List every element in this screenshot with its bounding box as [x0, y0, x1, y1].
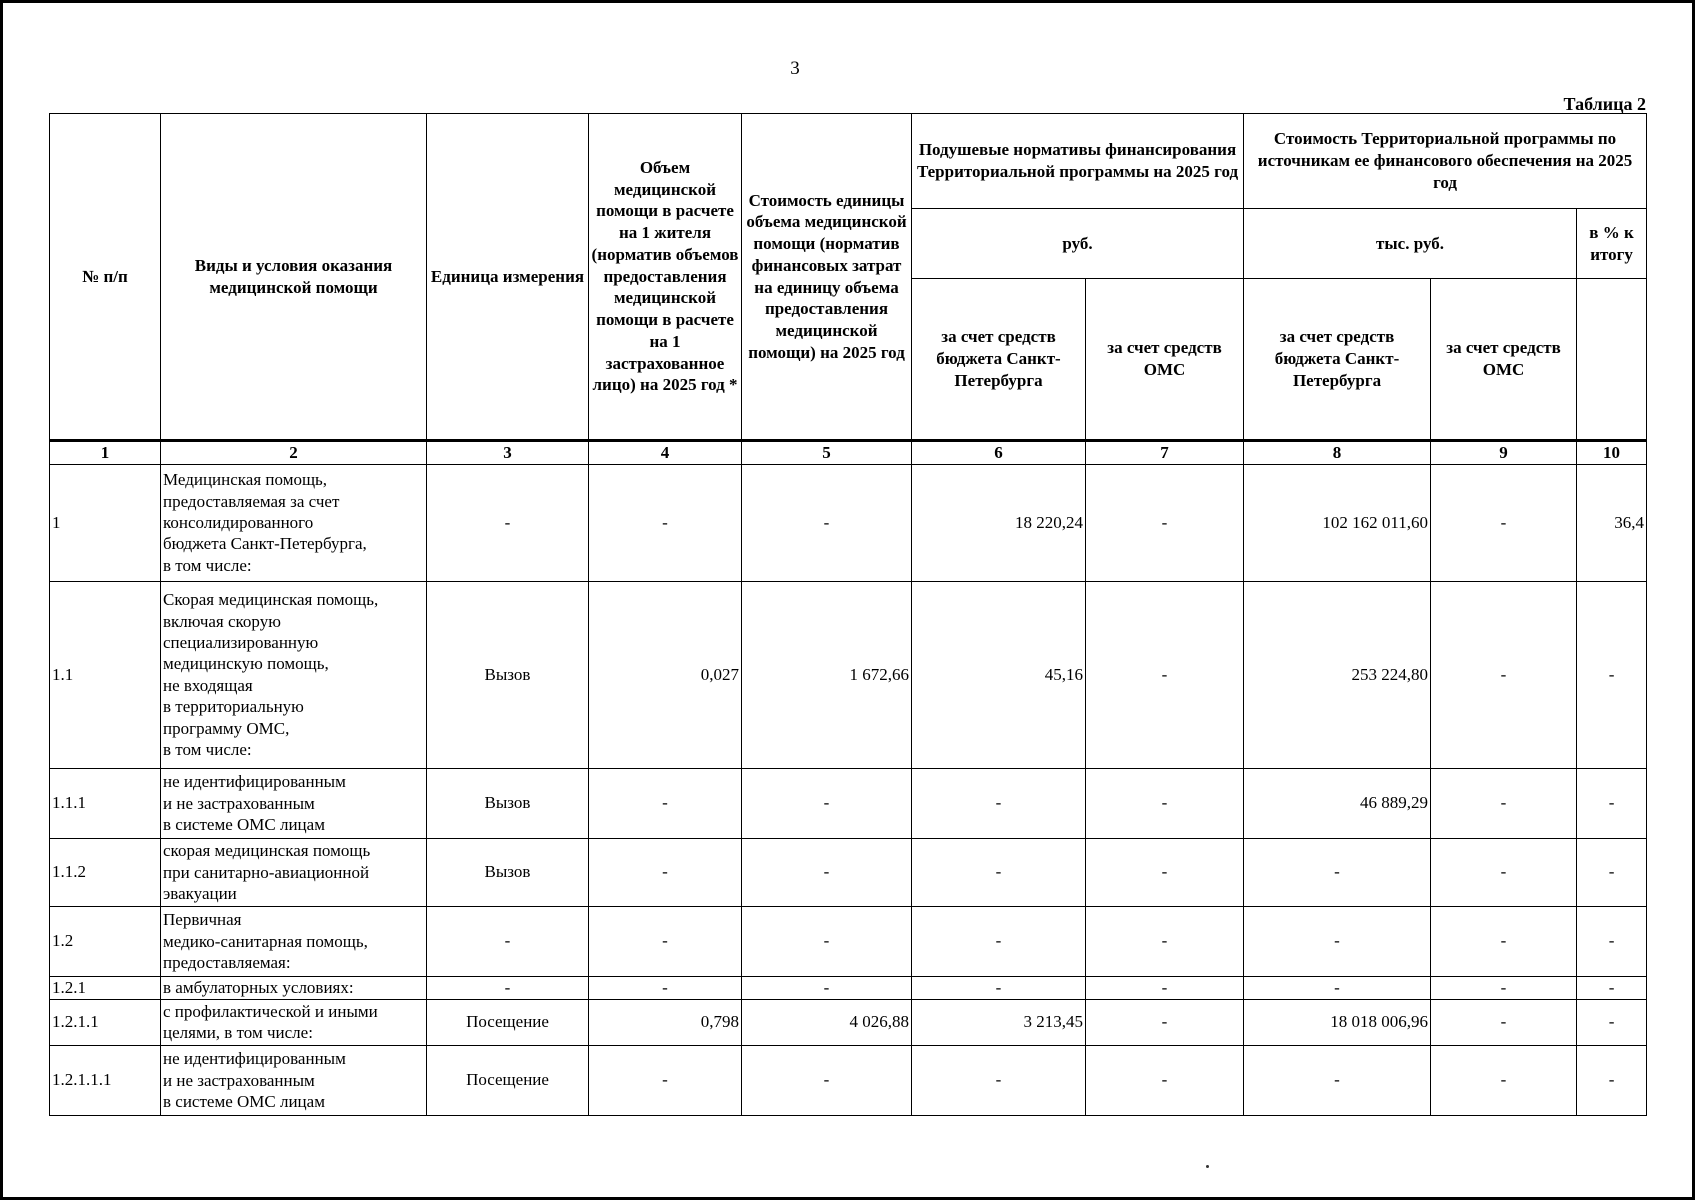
column-number: 9 — [1431, 441, 1577, 465]
header-percent: в % к итогу — [1577, 209, 1647, 279]
row-oms-thous: - — [1431, 906, 1577, 976]
row-oms-thous: - — [1431, 581, 1577, 768]
row-cost: - — [742, 768, 912, 838]
header-oms-7: за счет средств ОМС — [1086, 279, 1244, 441]
row-budget-spb-rub: 45,16 — [912, 581, 1086, 768]
row-description: в амбулаторных условиях: — [161, 976, 427, 999]
row-budget-spb-thous: 102 162 011,60 — [1244, 464, 1431, 581]
row-description: Первичная медико-санитарная помощь, предоставляемая: — [161, 906, 427, 976]
row-budget-spb-thous: 253 224,80 — [1244, 581, 1431, 768]
row-code: 1.2.1 — [50, 976, 161, 999]
row-code: 1.2 — [50, 906, 161, 976]
row-percent: - — [1577, 838, 1647, 906]
row-cost: - — [742, 838, 912, 906]
column-number: 2 — [161, 441, 427, 465]
header-per-capita: Подушевые нормативы финансирования Территориальной программы на 2025 год — [912, 114, 1244, 209]
row-description: скорая медицинская помощь при санитарно-авиационной эвакуации — [161, 838, 427, 906]
column-number: 10 — [1577, 441, 1647, 465]
column-number: 6 — [912, 441, 1086, 465]
row-cost: 4 026,88 — [742, 999, 912, 1045]
header-oms-9: за счет средств ОМС — [1431, 279, 1577, 441]
header-rub: руб. — [912, 209, 1244, 279]
row-unit: Вызов — [427, 838, 589, 906]
row-oms-thous: - — [1431, 464, 1577, 581]
header-thous-rub: тыс. руб. — [1244, 209, 1577, 279]
header-num: № п/п — [50, 114, 161, 441]
row-cost: - — [742, 464, 912, 581]
row-volume: - — [589, 906, 742, 976]
row-unit: - — [427, 976, 589, 999]
table-row — [50, 838, 1647, 906]
row-code: 1.1.1 — [50, 768, 161, 838]
row-code: 1.2.1.1 — [50, 999, 161, 1045]
row-oms-thous: - — [1431, 838, 1577, 906]
row-code: 1 — [50, 464, 161, 581]
row-volume: 0,798 — [589, 999, 742, 1045]
table-row — [50, 1045, 1647, 1115]
row-budget-spb-rub: - — [912, 838, 1086, 906]
row-description: Медицинская помощь, предоставляемая за счет консолидированного бюджета Санкт-Петербурга, в том числе: — [161, 464, 427, 581]
header-percent-empty — [1577, 279, 1647, 441]
header-budget-spb-6: за счет средств бюджета Санкт-Петербурга — [912, 279, 1086, 441]
row-description: Скорая медицинская помощь, включая скорую специализированную медицинскую помощь, не входящая в территориальную программу ОМС, в том числе: — [161, 581, 427, 768]
row-budget-spb-thous: - — [1244, 838, 1431, 906]
row-unit: - — [427, 464, 589, 581]
table-row — [50, 906, 1647, 976]
row-unit: - — [427, 906, 589, 976]
row-description: не идентифицированным и не застрахованным в системе ОМС лицам — [161, 768, 427, 838]
row-budget-spb-rub: - — [912, 906, 1086, 976]
row-unit: Посещение — [427, 1045, 589, 1115]
row-volume: - — [589, 768, 742, 838]
row-budget-spb-rub: 3 213,45 — [912, 999, 1086, 1045]
header-budget-spb-8: за счет средств бюджета Санкт-Петербурга — [1244, 279, 1431, 441]
row-percent: - — [1577, 906, 1647, 976]
row-percent: - — [1577, 999, 1647, 1045]
header-kind: Виды и условия оказания медицинской помощи — [161, 114, 427, 441]
row-oms-thous: - — [1431, 1045, 1577, 1115]
row-oms-rub: - — [1086, 906, 1244, 976]
header-program-cost: Стоимость Территориальной программы по источникам ее финансового обеспечения на 2025 год — [1244, 114, 1647, 209]
header-unit: Единица измерения — [427, 114, 589, 441]
row-unit: Вызов — [427, 768, 589, 838]
row-percent: 36,4 — [1577, 464, 1647, 581]
table-caption: Таблица 2 — [1563, 94, 1646, 114]
table-body — [50, 441, 1647, 465]
column-number: 3 — [427, 441, 589, 465]
header-volume: Объем медицинской помощи в расчете на 1 жителя (норматив объемов предоставления медицинской помощи в расчете на 1 застрахованное лицо) на 2025 год * — [589, 114, 742, 441]
row-budget-spb-rub: - — [912, 768, 1086, 838]
row-oms-rub: - — [1086, 768, 1244, 838]
row-oms-rub: - — [1086, 999, 1244, 1045]
row-description: с профилактической и иными целями, в том числе: — [161, 999, 427, 1045]
row-percent: - — [1577, 976, 1647, 999]
table-row — [50, 581, 1647, 768]
row-code: 1.1 — [50, 581, 161, 768]
table-row — [50, 464, 1647, 581]
row-budget-spb-rub: - — [912, 976, 1086, 999]
row-cost: - — [742, 1045, 912, 1115]
row-budget-spb-thous: - — [1244, 1045, 1431, 1115]
table-rows — [50, 464, 1647, 1115]
page-number: 3 — [790, 58, 800, 79]
row-volume: 0,027 — [589, 581, 742, 768]
row-budget-spb-thous: 46 889,29 — [1244, 768, 1431, 838]
row-volume: - — [589, 464, 742, 581]
row-oms-rub: - — [1086, 1045, 1244, 1115]
row-budget-spb-thous: 18 018 006,96 — [1244, 999, 1431, 1045]
row-oms-rub: - — [1086, 464, 1244, 581]
row-oms-thous: - — [1431, 768, 1577, 838]
table-row — [50, 976, 1647, 999]
row-volume: - — [589, 1045, 742, 1115]
column-number: 8 — [1244, 441, 1431, 465]
row-unit: Вызов — [427, 581, 589, 768]
column-number: 7 — [1086, 441, 1244, 465]
table-header — [50, 114, 1647, 441]
row-volume: - — [589, 976, 742, 999]
row-oms-rub: - — [1086, 838, 1244, 906]
row-budget-spb-thous: - — [1244, 976, 1431, 999]
row-oms-rub: - — [1086, 581, 1244, 768]
column-numbers-row — [50, 441, 1647, 465]
column-number: 4 — [589, 441, 742, 465]
row-oms-rub: - — [1086, 976, 1244, 999]
row-cost: 1 672,66 — [742, 581, 912, 768]
scan-speck — [1206, 1165, 1209, 1168]
header-cost: Стоимость единицы объема медицинской помощи (норматив финансовых затрат на единицу объема предоставления медицинской помощи) на 2025 год — [742, 114, 912, 441]
row-cost: - — [742, 976, 912, 999]
data-table — [49, 113, 1647, 1116]
row-code: 1.1.2 — [50, 838, 161, 906]
row-budget-spb-thous: - — [1244, 906, 1431, 976]
row-budget-spb-rub: - — [912, 1045, 1086, 1115]
row-percent: - — [1577, 768, 1647, 838]
column-number: 1 — [50, 441, 161, 465]
column-number: 5 — [742, 441, 912, 465]
table-row — [50, 768, 1647, 838]
row-unit: Посещение — [427, 999, 589, 1045]
row-percent: - — [1577, 1045, 1647, 1115]
row-volume: - — [589, 838, 742, 906]
row-percent: - — [1577, 581, 1647, 768]
row-budget-spb-rub: 18 220,24 — [912, 464, 1086, 581]
row-oms-thous: - — [1431, 999, 1577, 1045]
row-description: не идентифицированным и не застрахованным в системе ОМС лицам — [161, 1045, 427, 1115]
row-oms-thous: - — [1431, 976, 1577, 999]
table-row — [50, 999, 1647, 1045]
row-code: 1.2.1.1.1 — [50, 1045, 161, 1115]
row-cost: - — [742, 906, 912, 976]
